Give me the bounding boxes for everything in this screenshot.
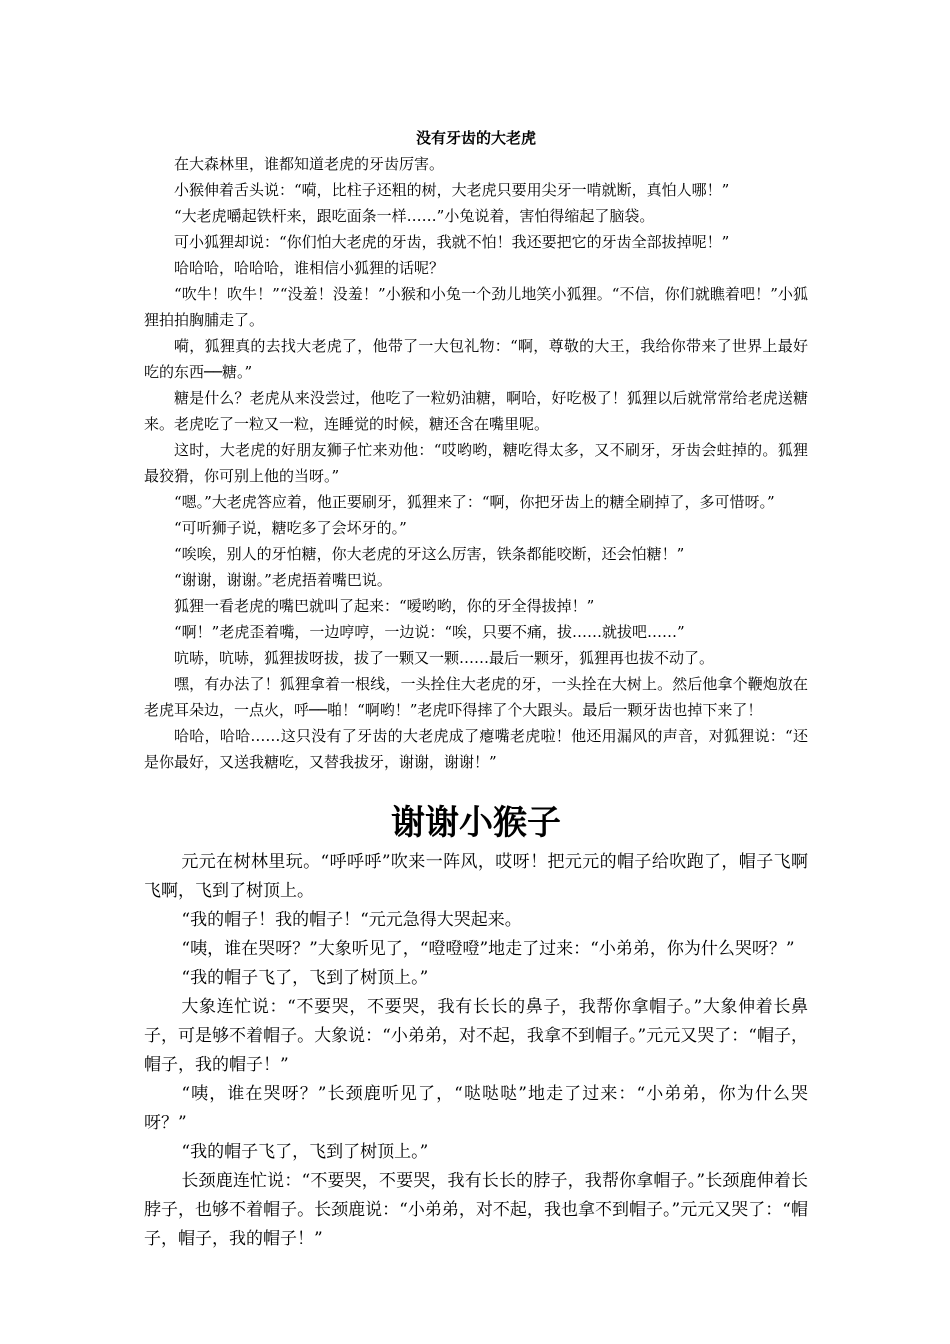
paragraph: “啊！”老虎歪着嘴，一边哼哼，一边说：“唉，只要不痛，拔……就拔吧……” <box>174 623 685 641</box>
paragraph: 可小狐狸却说：“你们怕大老虎的牙齿，我就不怕！我还要把它的牙齿全部拔掉呢！” <box>174 233 730 251</box>
paragraph: 小猴伸着舌头说：“嗬，比柱子还粗的树，大老虎只要用尖牙一啃就断，真怕人哪！” <box>174 181 730 199</box>
story-monkey <box>144 800 808 1254</box>
paragraph: 长颈鹿连忙说：“不要哭，不要哭，我有长长的脖子，我帮你拿帽子。”长颈鹿伸着长脖子，也够不着帽子。长颈鹿说：“小弟弟，对不起，我也拿不到帽子。”元元又哭了：“帽子，帽子，我的帽子！” <box>144 1171 808 1249</box>
paragraph: “咦，谁在哭呀？”大象听见了，“噔噔噔”地走了过来：“小弟弟，你为什么哭呀？” <box>181 939 795 959</box>
paragraph: 嗬，狐狸真的去找大老虎了，他带了一大包礼物：“啊，尊敬的大王，我给你带来了世界上最好吃的东西──糖。” <box>144 337 808 381</box>
paragraph: 糖是什么？老虎从来没尝过，他吃了一粒奶油糖，啊哈，好吃极了！狐狸以后就常常给老虎送糖来。老虎吃了一粒又一粒，连睡觉的时候，糖还含在嘴里呢。 <box>144 389 808 433</box>
paragraph: 在大森林里，谁都知道老虎的牙齿厉害。 <box>174 155 445 173</box>
paragraph: 哈哈，哈哈……这只没有了牙齿的大老虎成了瘪嘴老虎啦！他还用漏风的声音，对狐狸说：“还是你最好，又送我糖吃，又替我拔牙，谢谢，谢谢！” <box>144 727 808 771</box>
paragraph: “我的帽子飞了，飞到了树顶上。” <box>181 1142 429 1162</box>
paragraph: 嘿，有办法了！狐狸拿着一根线，一头拴住大老虎的牙，一头拴在大树上。然后他拿个鞭炮放在老虎耳朵边，一点火，呼──啪！“啊哟！”老虎吓得摔了个大跟头。最后一颗牙齿也掉下来了！ <box>144 675 808 719</box>
story-tiger <box>144 125 808 775</box>
paragraph: “我的帽子飞了，飞到了树顶上。” <box>181 968 429 988</box>
story-title: 谢谢小猴子 <box>391 803 561 843</box>
paragraph: “我的帽子！我的帽子！“元元急得大哭起来。 <box>181 910 522 930</box>
paragraph: “唉唉，别人的牙怕糖，你大老虎的牙这么厉害，铁条都能咬断，还会怕糖！” <box>174 545 685 563</box>
paragraph: 大象连忙说：“不要哭，不要哭，我有长长的鼻子，我帮你拿帽子。”大象伸着长鼻子，可是够不着帽子。大象说：“小弟弟，对不起，我拿不到帽子。”元元又哭了：“帽子，帽子，我的帽子！” <box>144 997 808 1075</box>
paragraph: “大老虎嚼起铁杆来，跟吃面条一样……”小兔说着，害怕得缩起了脑袋。 <box>174 207 655 225</box>
paragraph: “咦，谁在哭呀？”长颈鹿听见了，“哒哒哒”地走了过来：“小弟弟，你为什么哭呀？” <box>144 1084 808 1133</box>
paragraph: 吭哧，吭哧，狐狸拔呀拔，拔了一颗又一颗……最后一颗牙，狐狸再也拔不动了。 <box>174 649 715 667</box>
paragraph: 元元在树林里玩。“呼呼呼”吹来一阵风，哎呀！把元元的帽子给吹跑了，帽子飞啊飞啊，飞到了树顶上。 <box>144 852 808 901</box>
paragraph: “谢谢，谢谢。”老虎捂着嘴巴说。 <box>174 571 392 589</box>
paragraph: 这时，大老虎的好朋友狮子忙来劝他：“哎哟哟，糖吃得太多，又不刷牙，牙齿会蛀掉的。狐狸最狡猾，你可别上他的当呀。” <box>144 441 808 485</box>
paragraph: “吹牛！吹牛！”“没羞！没羞！”小猴和小兔一个劲儿地笑小狐狸。“不信，你们就瞧着吧！”小狐狸拍拍胸脯走了。 <box>144 285 808 329</box>
paragraph: 哈哈哈，哈哈哈，谁相信小狐狸的话呢？ <box>174 259 445 277</box>
paragraph: “嗯。”大老虎答应着，他正要刷牙，狐狸来了：“啊，你把牙齿上的糖全刷掉了，多可惜呀。” <box>174 493 775 511</box>
story-title: 没有牙齿的大老虎 <box>415 129 536 147</box>
paragraph: “可听狮子说，糖吃多了会坏牙的。” <box>174 519 407 537</box>
paragraph: 狐狸一看老虎的嘴巴就叫了起来：“嗳哟哟，你的牙全得拔掉！” <box>174 597 595 615</box>
